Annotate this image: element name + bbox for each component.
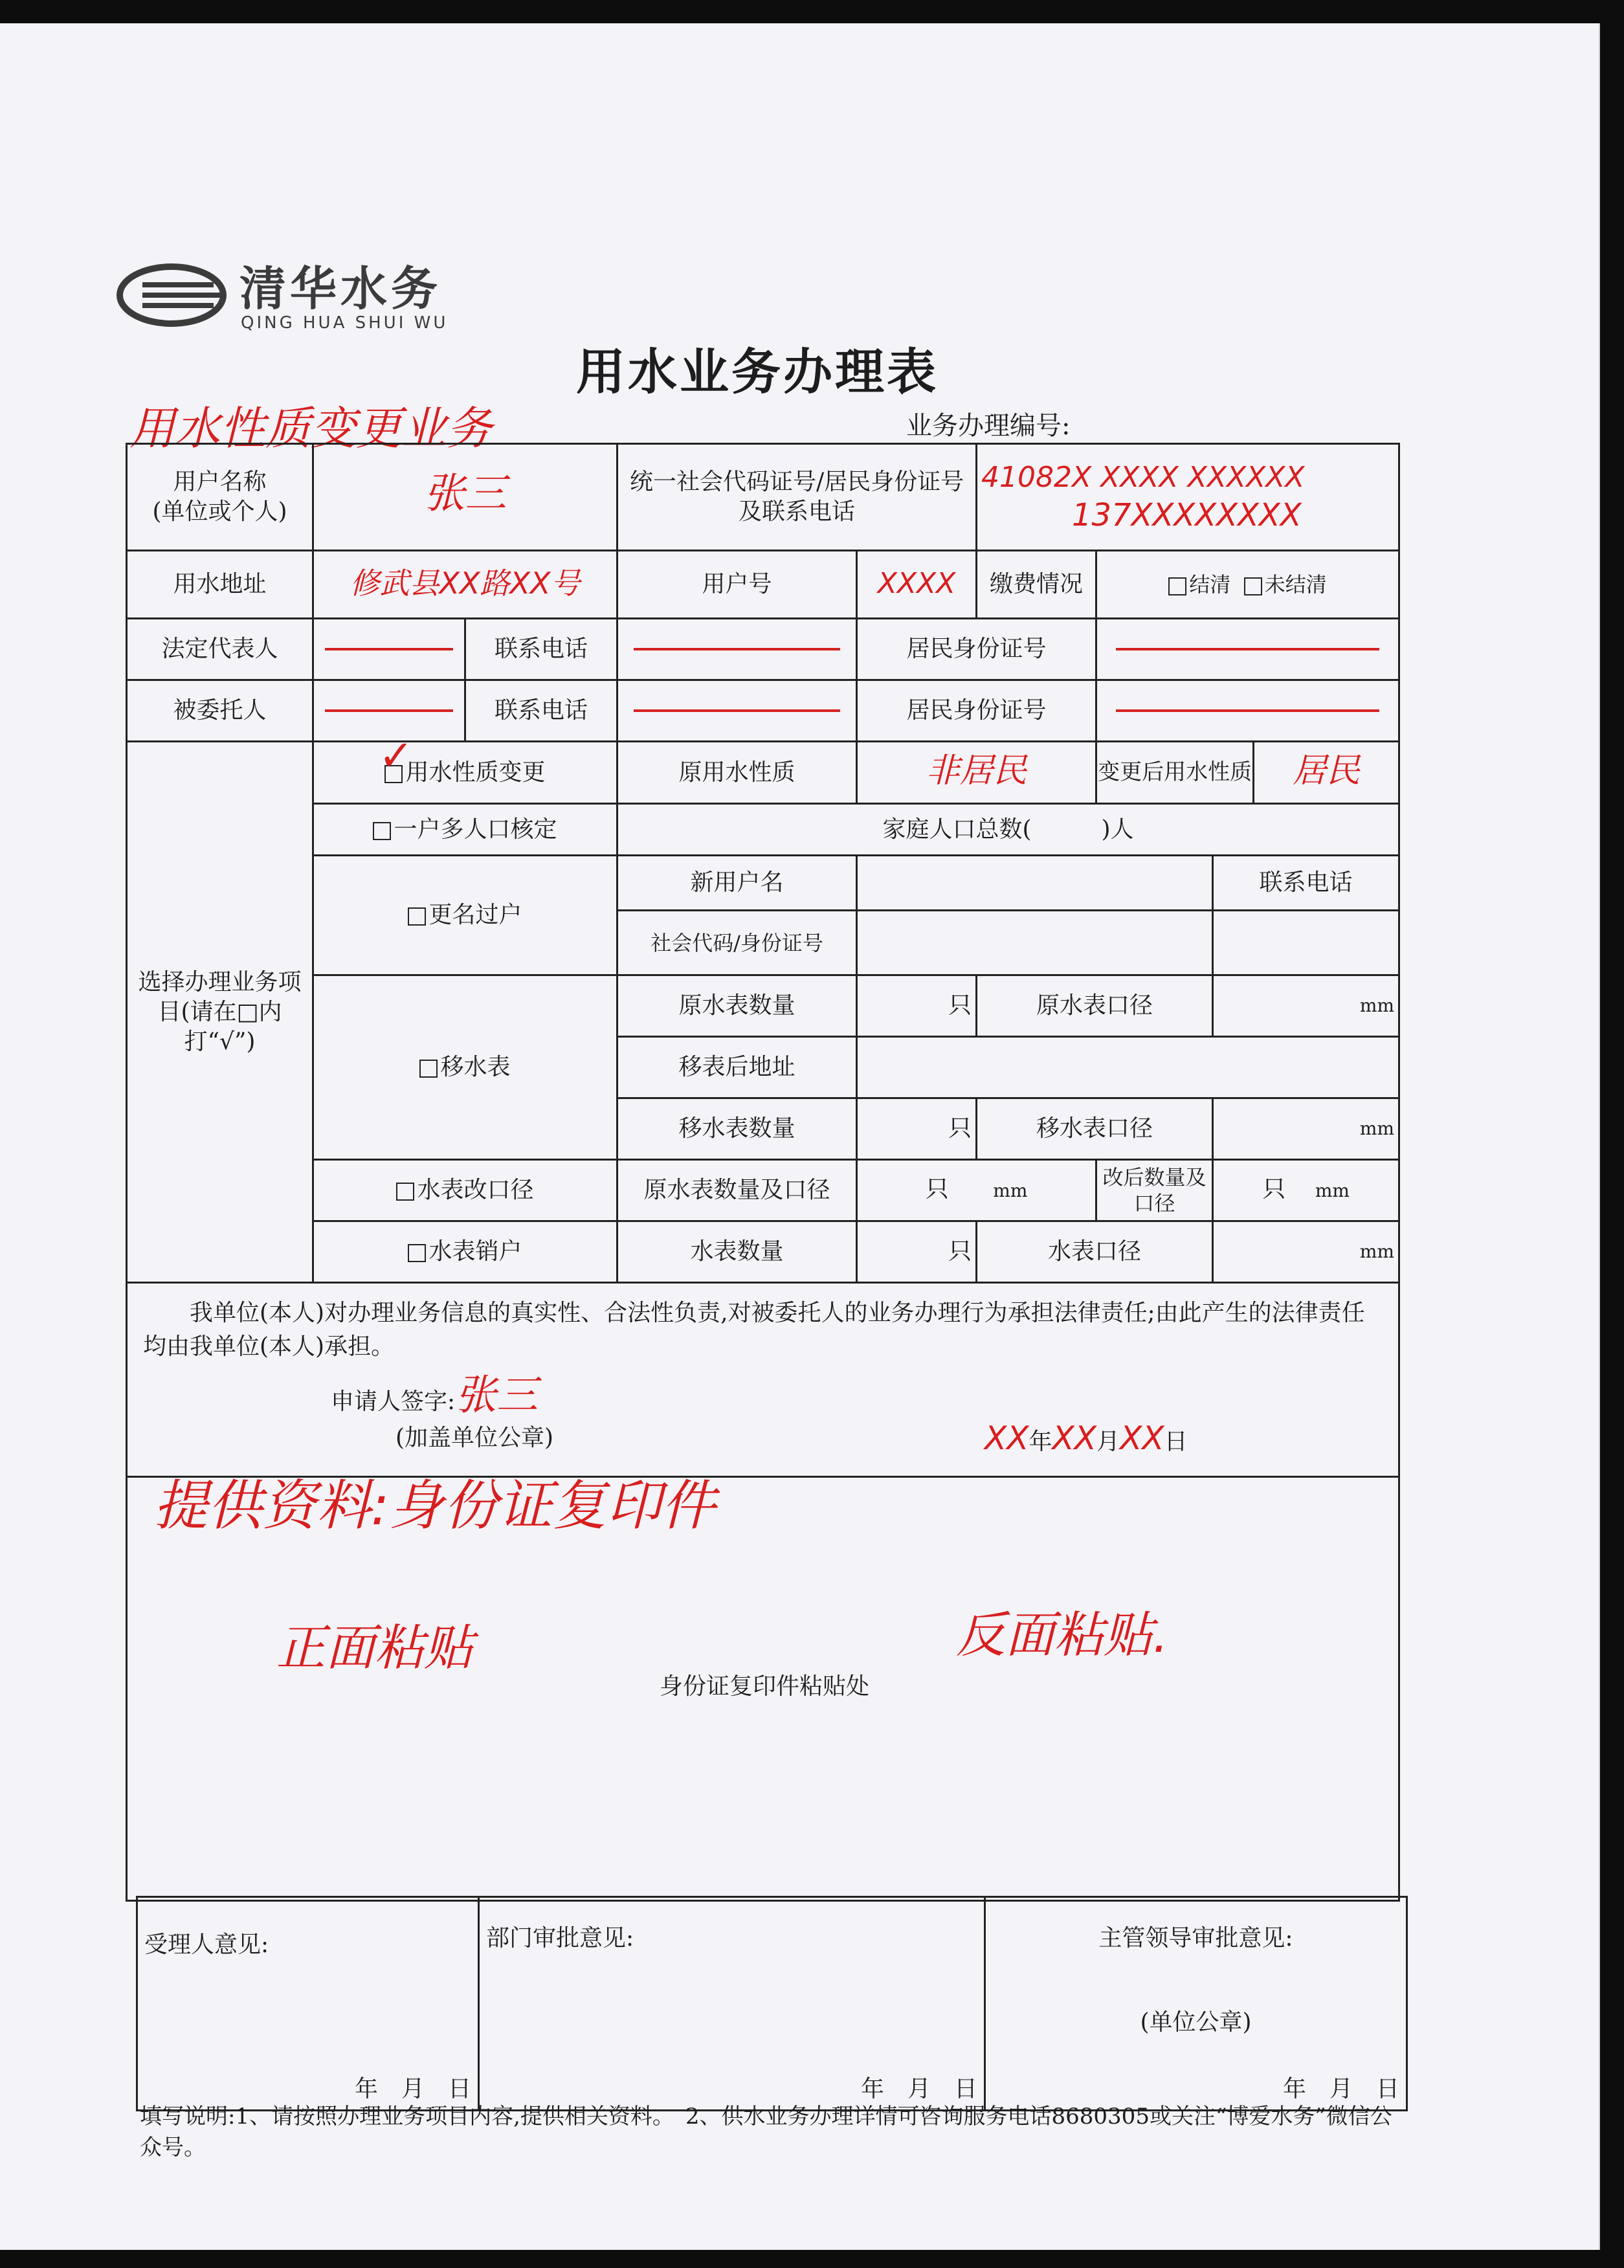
select-items-label: 选择办理业务项目(请在□内打“√”) xyxy=(127,742,313,1283)
user-name-value[interactable]: 张三 xyxy=(313,444,617,551)
legal-rep-id-label: 居民身份证号 xyxy=(857,619,1096,680)
unit-zhi: 只 xyxy=(948,992,972,1019)
address-label: 用水地址 xyxy=(127,551,313,619)
dept-date: 年 月 日 xyxy=(860,2076,977,2102)
new-nature-value[interactable]: 居民 xyxy=(1293,751,1361,790)
option-cancel-meter[interactable] xyxy=(313,1221,617,1283)
orig-count-caliber-label: 原水表数量及口径 xyxy=(617,1160,857,1221)
orig-meter-count-value[interactable] xyxy=(857,975,977,1037)
meter-caliber-value[interactable] xyxy=(1213,1221,1399,1283)
new-user-label: 新用户名 xyxy=(617,856,857,911)
legal-rep-id-value[interactable] xyxy=(1096,619,1399,680)
leader-opinion-cell[interactable] xyxy=(985,1897,1407,2111)
legal-rep-label: 法定代表人 xyxy=(127,619,313,680)
id-phone-label: 统一社会代码证号/居民身份证号及联系电话 xyxy=(617,444,977,551)
unit-zhi: 只 xyxy=(925,1176,949,1203)
approval-table xyxy=(136,1896,1408,2111)
dept-opinion-label: 部门审批意见: xyxy=(486,1925,634,1951)
materials-note: 提供资料:身份证复印件 xyxy=(153,1474,716,1537)
agent-id-label: 居民身份证号 xyxy=(857,680,1096,742)
unpaid-label: 未结清 xyxy=(1264,572,1327,597)
move-address-label: 移表后地址 xyxy=(617,1037,857,1098)
new-nature-label: 变更后用水性质 xyxy=(1097,742,1254,803)
user-name-label: 用户名称 (单位或个人) xyxy=(127,444,313,551)
sign-label: 申请人签字: xyxy=(331,1388,456,1415)
move-meter-caliber-label: 移水表口径 xyxy=(977,1098,1213,1160)
handwritten-heading: 用水性质变更业务 xyxy=(129,402,492,455)
back-side-note: 反面粘贴. xyxy=(956,1606,1169,1663)
legal-rep-value[interactable] xyxy=(313,619,465,680)
footer-note: 填写说明:1、请按照办理业务项目内容,提供相关资料。 2、供水业务办理详情可咨询服务电话8680305或关注“博爱水务”微信公众号。 xyxy=(140,2104,1392,2161)
unit-mm: mm xyxy=(1359,1118,1395,1139)
orig-meter-caliber-value[interactable] xyxy=(1213,975,1399,1037)
declaration-text: 我单位(本人)对办理业务信息的真实性、合法性负责,对被委托人的业务办理行为承担法律责任;由此产生的法律责任均由我单位(本人)承担。 xyxy=(143,1300,1365,1360)
household-label: 一户多人口核定 xyxy=(394,816,557,843)
account-label: 用户号 xyxy=(617,551,857,619)
paid-checkbox[interactable] xyxy=(1168,577,1186,595)
move-meter-count-value[interactable] xyxy=(857,1098,977,1160)
nature-change-label: 用水性质变更 xyxy=(405,759,546,786)
check-mark-icon: ✓ xyxy=(379,732,414,780)
unit-zhi: 只 xyxy=(1262,1176,1286,1203)
cancel-meter-label: 水表销户 xyxy=(428,1238,522,1265)
form-sheet xyxy=(0,23,1600,2250)
agent-label: 被委托人 xyxy=(127,680,313,742)
signature-line[interactable] xyxy=(143,1372,1383,1419)
unpaid-checkbox[interactable] xyxy=(1244,577,1262,595)
option-nature-change[interactable] xyxy=(313,732,617,804)
receiver-opinion-cell[interactable] xyxy=(137,1897,479,2111)
after-count-caliber-label: 改后数量及口径 xyxy=(1096,1160,1213,1221)
water-wave-logo-icon xyxy=(117,263,227,328)
unit-zhi: 只 xyxy=(948,1238,972,1265)
company-logo xyxy=(117,263,570,334)
application-table xyxy=(126,443,1400,1902)
orig-nature-value[interactable]: 非居民 xyxy=(857,742,1096,804)
paste-label: 身份证复印件粘贴处 xyxy=(660,1673,870,1700)
move-meter-checkbox[interactable] xyxy=(419,1060,438,1078)
meter-caliber-label: 水表口径 xyxy=(977,1221,1213,1283)
code-id-label: 社会代码/身份证号 xyxy=(617,911,857,975)
move-meter-caliber-value[interactable] xyxy=(1213,1098,1399,1160)
move-meter-count-label: 移水表数量 xyxy=(617,1098,857,1160)
page-title: 用水业务办理表 xyxy=(576,343,939,401)
unit-mm: mm xyxy=(1359,995,1395,1016)
new-user-phone-label: 联系电话 xyxy=(1213,856,1399,911)
leader-opinion-label: 主管领导审批意见: xyxy=(1098,1925,1293,1951)
logo-chinese-name: 清华水务 xyxy=(239,261,442,316)
account-value[interactable]: XXXX xyxy=(857,551,977,619)
new-user-phone-value[interactable] xyxy=(1213,911,1399,975)
unit-seal-label: (单位公章) xyxy=(1140,2009,1252,2036)
paid-label: 结清 xyxy=(1189,572,1231,597)
code-id-value[interactable] xyxy=(857,911,1213,975)
meter-count-label: 水表数量 xyxy=(617,1221,857,1283)
id-copy-area[interactable] xyxy=(127,1474,1399,1901)
agent-phone-label: 联系电话 xyxy=(465,680,617,742)
address-value[interactable]: 修武县XX路XX号 xyxy=(313,551,617,619)
signature-value: 张三 xyxy=(455,1372,539,1419)
leader-date: 年 月 日 xyxy=(1282,2076,1399,2102)
orig-count-caliber-value[interactable] xyxy=(857,1160,1096,1221)
option-caliber-change[interactable] xyxy=(313,1160,617,1221)
agent-phone-value[interactable] xyxy=(617,680,857,742)
orig-nature-label: 原用水性质 xyxy=(617,742,857,804)
receiver-opinion-label: 受理人意见: xyxy=(144,1931,269,1958)
caliber-change-checkbox[interactable] xyxy=(396,1183,414,1201)
front-side-note: 正面粘贴 xyxy=(276,1619,473,1676)
after-count-caliber-value[interactable] xyxy=(1213,1160,1399,1221)
option-move-meter[interactable] xyxy=(313,975,617,1160)
meter-count-value[interactable] xyxy=(857,1221,977,1283)
household-checkbox[interactable] xyxy=(373,822,391,840)
payment-label: 缴费情况 xyxy=(977,551,1096,619)
unit-zhi: 只 xyxy=(948,1115,972,1142)
caliber-change-label: 水表改口径 xyxy=(417,1177,534,1203)
id-phone-value[interactable]: 41082X XXXX XXXXXX 137XXXXXXXX xyxy=(977,444,1399,551)
household-count[interactable]: 家庭人口总数( )人 xyxy=(617,804,1399,856)
move-address-value[interactable] xyxy=(857,1037,1399,1098)
cancel-meter-checkbox[interactable] xyxy=(408,1244,426,1262)
application-date[interactable]: XX年XX月XX日 xyxy=(984,1419,1188,1457)
legal-rep-phone-value[interactable] xyxy=(617,619,857,680)
option-household[interactable] xyxy=(313,804,617,856)
dept-opinion-cell[interactable] xyxy=(479,1897,985,2111)
option-rename[interactable] xyxy=(313,856,617,975)
rename-checkbox[interactable] xyxy=(408,907,426,926)
unit-mm: mm xyxy=(993,1180,1028,1201)
declaration-cell xyxy=(127,1283,1399,1477)
rename-label: 更名过户 xyxy=(428,902,522,928)
orig-meter-count-label: 原水表数量 xyxy=(617,975,857,1037)
move-meter-label: 移水表 xyxy=(440,1054,511,1080)
orig-meter-caliber-label: 原水表口径 xyxy=(977,975,1213,1037)
logo-english-name: QING HUA SHUI WU xyxy=(241,313,449,333)
unit-mm: mm xyxy=(1315,1180,1350,1201)
new-user-value[interactable] xyxy=(857,856,1213,911)
legal-rep-phone-label: 联系电话 xyxy=(465,619,617,680)
new-nature-cell xyxy=(1096,742,1399,804)
unit-mm: mm xyxy=(1359,1241,1395,1262)
stamp-label: (加盖单位公章) xyxy=(395,1425,554,1451)
receiver-date: 年 月 日 xyxy=(354,2076,471,2102)
business-number-label: 业务办理编号: xyxy=(906,411,1071,441)
agent-id-value[interactable] xyxy=(1096,680,1399,742)
payment-options[interactable] xyxy=(1096,551,1399,619)
